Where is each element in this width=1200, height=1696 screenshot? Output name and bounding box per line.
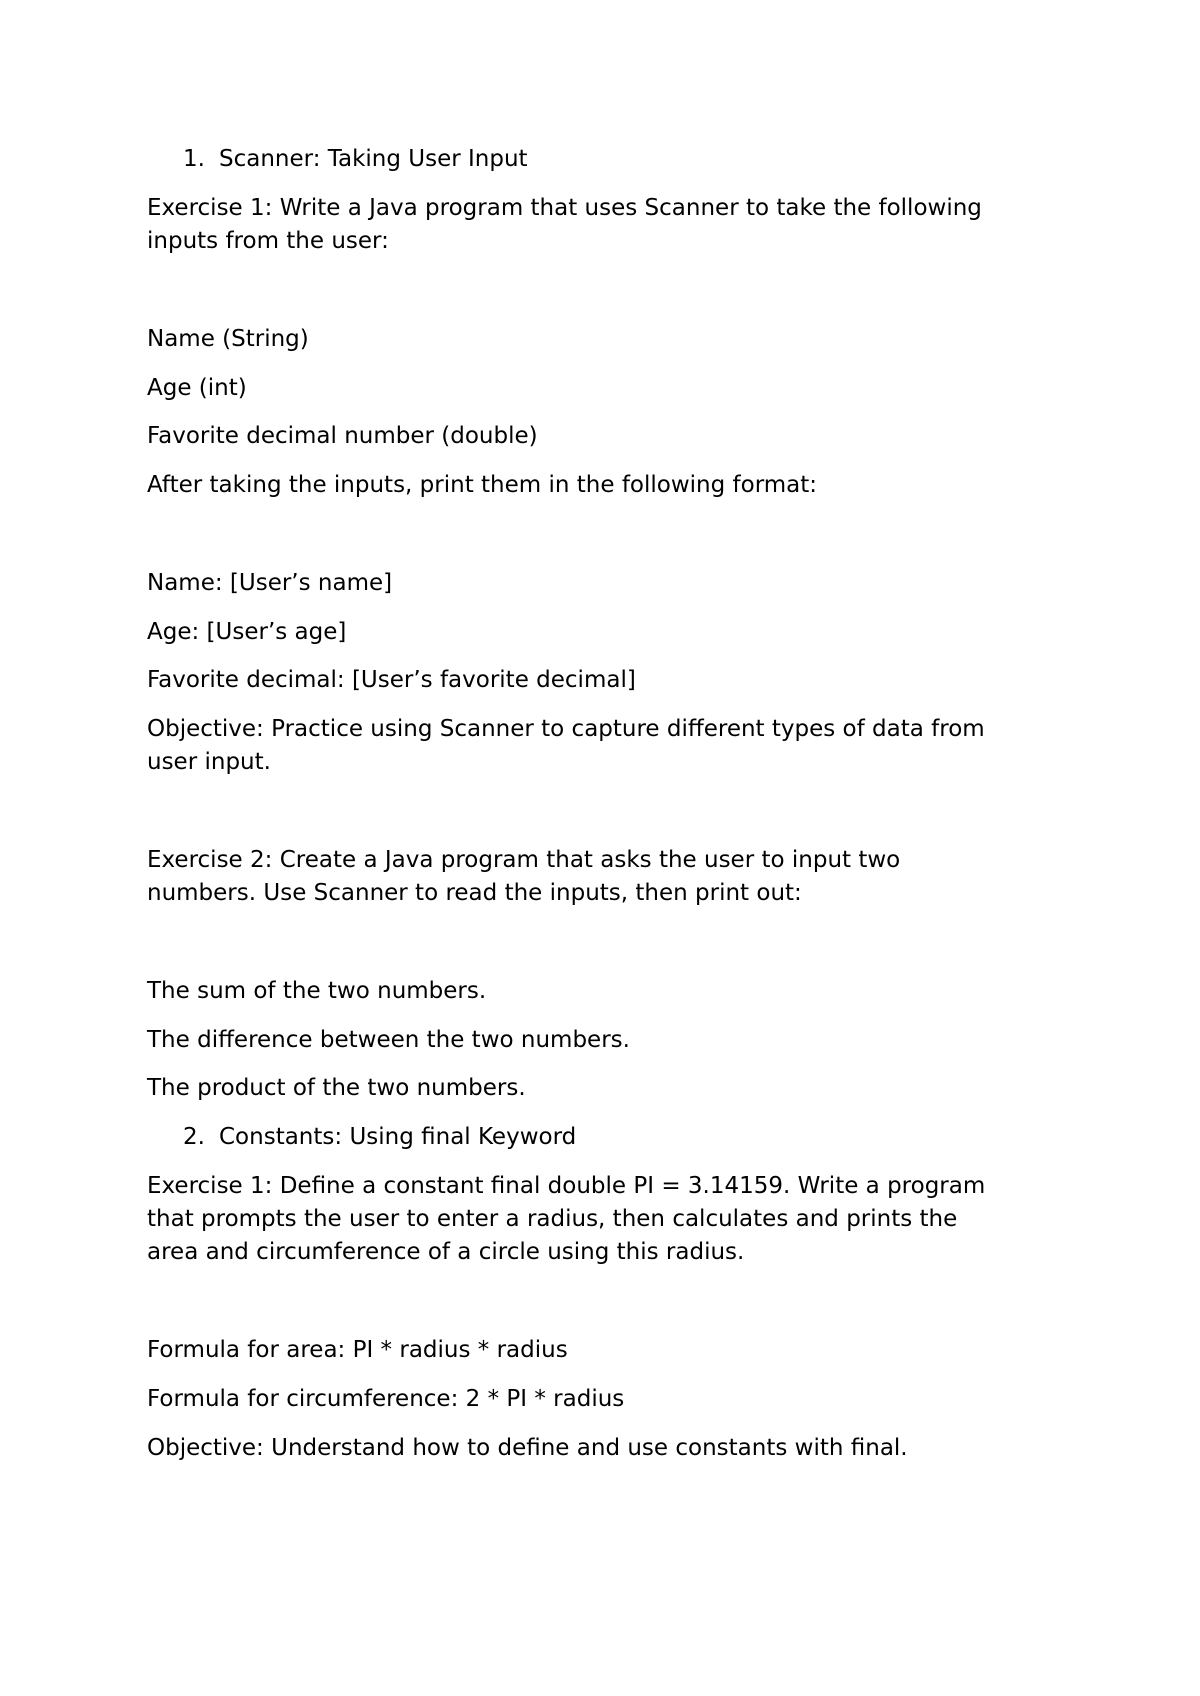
exercise-2-intro-line-1: Exercise 2: Create a Java program that asks the user to input two — [147, 847, 901, 873]
exercise-3-intro-line-2: that prompts the user to enter a radius, then calculates and prints the — [147, 1206, 958, 1232]
output-item-difference: The difference between the two numbers. — [147, 1027, 630, 1053]
exercise-3-intro-line-1: Exercise 1: Define a constant final double PI = 3.14159. Write a program — [147, 1173, 986, 1199]
formula-circumference: Formula for circumference: 2 * PI * radius — [147, 1386, 625, 1412]
section-2-heading — [183, 1121, 576, 1154]
section-1-heading — [183, 143, 528, 176]
exercise-1-objective-line-1: Objective: Practice using Scanner to capture different types of data from — [147, 716, 985, 742]
input-item-decimal: Favorite decimal number (double) — [147, 423, 538, 449]
input-item-age: Age (int) — [147, 375, 247, 401]
exercise-1-objective-line-2: user input. — [147, 749, 271, 775]
section-2-title: Constants: Using final Keyword — [219, 1124, 577, 1150]
format-line-age: Age: [User’s age] — [147, 619, 347, 645]
formula-area: Formula for area: PI * radius * radius — [147, 1337, 568, 1363]
exercise-1-intro-line-2: inputs from the user: — [147, 228, 389, 254]
exercise-3-objective: Objective: Understand how to define and use constants with final. — [147, 1435, 908, 1461]
output-item-product: The product of the two numbers. — [147, 1075, 526, 1101]
exercise-2-intro-line-2: numbers. Use Scanner to read the inputs, then print out: — [147, 880, 802, 906]
exercise-1-intro-line-1: Exercise 1: Write a Java program that uses Scanner to take the following — [147, 195, 982, 221]
exercise-1-after-text: After taking the inputs, print them in the following format: — [147, 472, 818, 498]
input-item-name: Name (String) — [147, 326, 309, 352]
output-item-sum: The sum of the two numbers. — [147, 978, 487, 1004]
section-2-number: 2. — [183, 1124, 205, 1150]
format-line-decimal: Favorite decimal: [User’s favorite decimal] — [147, 667, 636, 693]
exercise-3-intro-line-3: area and circumference of a circle using this radius. — [147, 1239, 745, 1265]
section-1-title: Scanner: Taking User Input — [219, 146, 528, 172]
format-line-name: Name: [User’s name] — [147, 570, 393, 596]
section-1-number: 1. — [183, 146, 205, 172]
